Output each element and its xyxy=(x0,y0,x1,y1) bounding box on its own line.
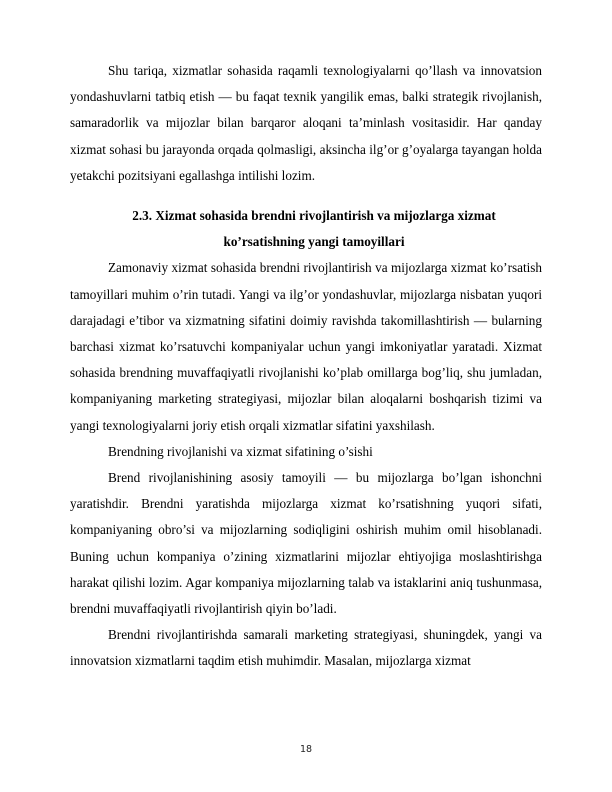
document-page xyxy=(70,58,542,675)
page-number: 18 xyxy=(299,744,313,755)
paragraph-intro: Zamonaviy xizmat sohasida brendni rivojlantirish va mijozlarga xizmat ko’rsatish tamoyillari muhim o’rin tutadi. Yangi va ilg’or yondashuvlar, mijozlarga nisbatan yuqori darajadagi e’tibor va xizmatning sifatini doimiy ravishda takomillashtirish — bularning barchasi xizmat ko’rsatuvchi kompaniyalar uchun yangi imkoniyatlar yaratadi. Xizmat sohasida brendning muvaffaqiyatli rivojlanishi ko’plab omillarga bog’liq, shu jumladan, kompaniyaning marketing strategiyasi, mijozlar bilan aloqalarni boshqarish tizimi va yangi texnologiyalarni joriy etish orqali xizmatlar sifatini yaxshilash. xyxy=(70,260,542,433)
subheading-brand-development: Brendning rivojlanishi va xizmat sifatining o’sishi xyxy=(108,443,373,459)
paragraph-brand-principle: Brend rivojlanishining asosiy tamoyili — bu mijozlarga bo’lgan ishonchni yaratishdir. Brendni yaratishda mijozlarga xizmat ko’rsatishning yuqori sifati, kompaniyaning obro’si va mijozlarning sodiqligini oshirish muhim omil hisoblanadi. Buning uchun kompaniya o’zining xizmatlarini mijozlar ehtiyojiga moslashtirishga harakat qilishi lozim. Agar kompaniya mijozlarning talab va istaklarini aniq tushunmasa, brendni muvaffaqiyatli rivojlantirish qiyin bo’ladi. xyxy=(70,470,542,617)
paragraph-marketing-strategy: Brendni rivojlantirishda samarali marketing strategiyasi, shuningdek, yangi va innovatsion xizmatlarni taqdim etish muhimdir. Masalan, mijozlarga xizmat xyxy=(70,627,542,669)
section-heading-line-2: ko’rsatishning yangi tamoyillari xyxy=(223,234,405,250)
section-heading-line-1: 2.3. Xizmat sohasida brendni rivojlantirish va mijozlarga xizmat xyxy=(132,208,496,224)
section-heading xyxy=(70,203,542,255)
paragraph-conclusion: Shu tariqa, xizmatlar sohasida raqamli texnologiyalarni qo’llash va innovatsion yondashuvlarni tatbiq etish — bu faqat texnik yangilik emas, balki strategik rivojlanish, samaradorlik va mijozlar bilan barqaror aloqani ta’minlash vositasidir. Har qanday xizmat sohasi bu jarayonda orqada qolmasligi, aksincha ilg’or g’oyalarga tayangan holda yetakchi pozitsiyani egallashga intilishi lozim. xyxy=(70,63,542,183)
